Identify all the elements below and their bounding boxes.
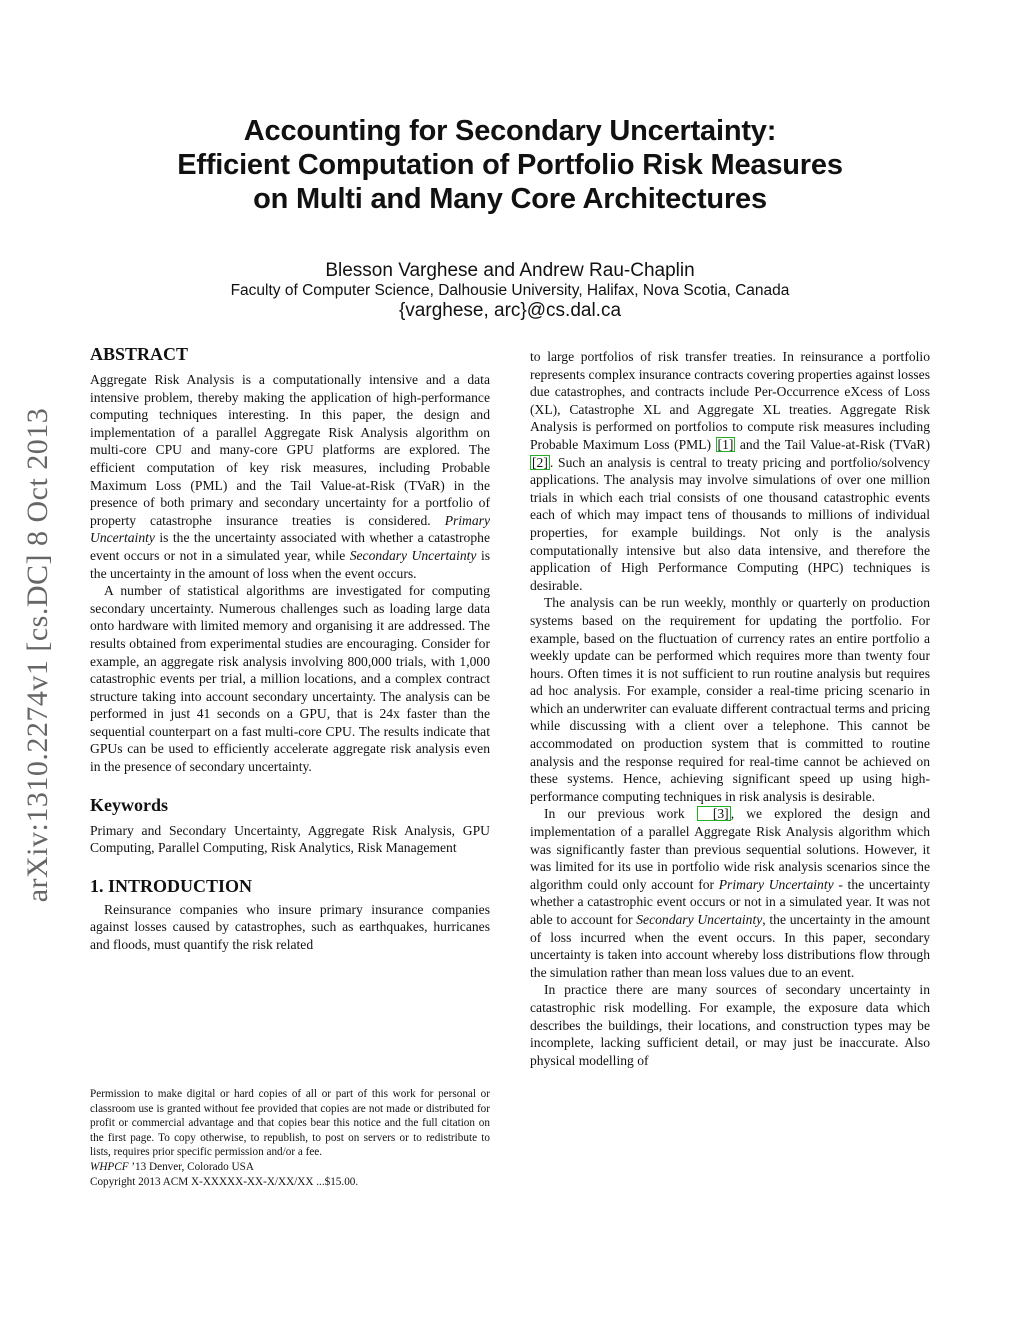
body-text: to large portfolios of risk transfer treaties. In reinsurance a portfolio represents complex insurance contracts covering properties against losses due catastrophes, and contracts include Per-Occurrence eXcess of Loss (XL), Catastrophe XL and Aggregate XL treaties. Aggregate Risk Analysis is performed on portfolios to compute risk measures including Probable Maximum Loss (PML) [530, 349, 930, 452]
permission-text: Permission to make digital or hard copies of all or part of this work for personal or classroom use is granted without fee provided that copies are not made or distributed for profit or commercial advantage and that copies bear this notice and the full citation on the first page. To copy otherwise, to republish, to post on servers or to redistribute to lists, requires prior specific permission and/or a fee. [90, 1088, 490, 1159]
body-text: , we explored the design and implementation of a parallel Aggregate Risk Analysis algorithm which was significantly faster than previous sequential solutions. However, it was limited for its use in portfolio wide risk analysis scenarios since the algorithm could only account for [530, 806, 930, 892]
abstract-heading: ABSTRACT [90, 344, 189, 364]
body-text: . Such an analysis is central to treaty pricing and portfolio/solvency applications. The analysis may involve simulations of over one million trials in which each trial consists of one thousand catastrophic events each of which may impact tens of thousands to millions of individual properties, for example buildings. Not only is the analysis computationally intensive but also data intensive, and therefore the application of High Performance Computing (HPC) techniques is desirable. [530, 454, 930, 593]
abstract-text: is the the uncertainty associated with whether a catastrophe event occurs or not in a simulated year, while [90, 530, 490, 563]
arxiv-identifier-sidebar [13, 370, 63, 940]
introduction-heading: 1. INTRODUCTION [90, 875, 253, 896]
keywords-text: Primary and Secondary Uncertainty, Aggregate Risk Analysis, GPU Computing, Parallel Computing, Risk Analytics, Risk Management [90, 822, 490, 856]
title-line-3: on Multi and Many Core Architectures [253, 183, 767, 215]
intro-paragraph-3 [530, 805, 930, 981]
copyright-line: Copyright 2013 ACM X-XXXXX-XX-X/XX/XX ...$15.00. [90, 1175, 359, 1188]
arxiv-identifier: arXiv:1310.2274v1 [cs.DC] 8 Oct 2013 [21, 407, 54, 903]
abstract-paragraph-1 [90, 371, 490, 582]
abstract-term-primary: Primary Uncertainty [90, 512, 490, 546]
venue-line [90, 1160, 490, 1175]
author-names: Blesson Varghese and Andrew Rau-Chaplin [325, 260, 695, 281]
body-text: , the uncertainty in the amount of loss incurred when the event occurs. In this paper, secondary uncertainty is taken into account whereby loss distributions flow through the simulation rather than mean loss values due to an event. [530, 912, 930, 980]
body-text: In our previous work [544, 806, 697, 822]
author-block [100, 260, 920, 322]
author-email: {varghese, arc}@cs.dal.ca [398, 300, 622, 321]
left-column [90, 343, 490, 954]
venue-name: WHPCF [90, 1160, 129, 1173]
citation-link-1[interactable]: [1] [717, 436, 734, 452]
citation-link-2[interactable]: [2] [532, 454, 548, 470]
author-affiliation: Faculty of Computer Science, Dalhousie University, Halifax, Nova Scotia, Canada [230, 282, 790, 299]
paper-title [100, 114, 920, 216]
abstract-term-secondary: Secondary Uncertainty [349, 547, 477, 563]
intro-paragraph-1-cont [530, 348, 930, 594]
body-text: and the Tail Value-at-Risk (TVaR) [735, 436, 930, 452]
title-line-2: Efficient Computation of Portfolio Risk Measures [177, 149, 843, 181]
term-primary-uncertainty: Primary Uncertainty [718, 876, 834, 892]
term-secondary-uncertainty: Secondary Uncertainty [636, 912, 763, 927]
right-column [530, 348, 930, 1069]
citation-link-3[interactable]: [3] [697, 806, 731, 821]
intro-paragraph-2: The analysis can be run weekly, monthly or quarterly on production systems based on the requirement for updating the portfolio. For example, based on the fluctuation of currency rates an entire portfolio a weekly update can be performed which requires more than twenty four hours. Often times it is not sufficient to run routine analysis but requires ad hoc analysis. For example, consider a real-time pricing scenario in which an underwriter can evaluate different contractual terms and pricing while discussing with a client over a telephone. This cannot be accommodated on production system that is committed to routine analysis and the response required for real-time cannot be achieved on these systems. Hence, achieving significant speed up using high-performance computing techniques in risk analysis is desirable. [530, 595, 930, 804]
introduction-paragraph-1: Reinsurance companies who insure primary insurance companies against losses caused by catastrophes, such as earthquakes, hurricanes and floods, must quantify the risk related [90, 901, 490, 953]
title-line-1: Accounting for Secondary Uncertainty: [243, 115, 777, 147]
body-text: - the uncertainty whether a catastrophic event occurs or not in a simulated year. It was not able to account for [530, 876, 930, 927]
venue-location: ’13 Denver, Colorado USA [128, 1160, 254, 1173]
abstract-text: Aggregate Risk Analysis is a computationally intensive and a data intensive problem, thereby making the application of high-performance computing techniques interesting. In this paper, the design and implementation of a parallel Aggregate Risk Analysis algorithm on multi-core CPU and many-core GPU platforms are explored. The efficient computation of key risk measures, including Probable Maximum Loss (PML) and the Tail Value-at-Risk (TVaR) in the presence of both primary and secondary uncertainty for a portfolio of property catastrophe insurance treaties is considered. [90, 372, 490, 528]
keywords-heading: Keywords [90, 794, 168, 815]
abstract-text: is the uncertainty in the amount of loss when the event occurs. [90, 547, 491, 581]
intro-paragraph-4: In practice there are many sources of secondary uncertainty in catastrophic risk modelling. For example, the exposure data which describes the buildings, their locations, and construction types may be incomplete, lacking sufficient detail, or may just be inaccurate. Also physical modelling of [530, 982, 930, 1068]
permission-footnote [90, 1087, 490, 1189]
abstract-paragraph-2: A number of statistical algorithms are investigated for computing secondary uncertainty. Numerous challenges such as loading large data onto hardware with limited memory and organising it are addressed. The results obtained from experimental studies are encouraging. Consider for example, an aggregate risk analysis involving 800,000 trials, with 1,000 catastrophic events per trial, a million locations, and a complex contract structure taking into account secondary uncertainty. The analysis can be performed in just 41 seconds on a GPU, that is 24x faster than the sequential counterpart on a fast multi-core CPU. The results indicate that GPUs can be used to efficiently accelerate aggregate risk analysis even in the presence of secondary uncertainty. [90, 583, 490, 775]
